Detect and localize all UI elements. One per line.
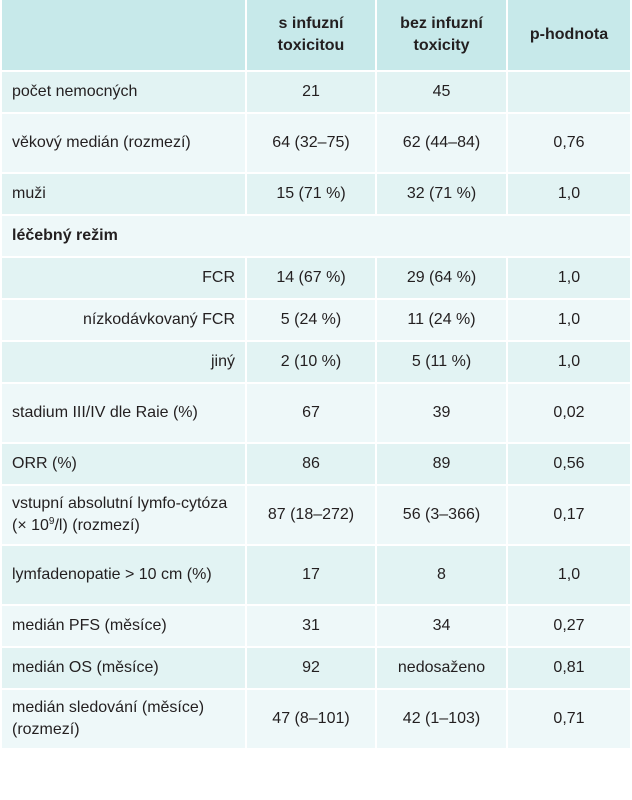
cell-with-toxicity: 21	[245, 72, 375, 112]
cell-without-toxicity: 89	[375, 444, 506, 484]
cell-without-toxicity: 45	[375, 72, 506, 112]
table-row	[2, 256, 630, 298]
cell-without-toxicity: 5 (11 %)	[375, 342, 506, 382]
section-label: léčebný režim	[2, 216, 630, 256]
row-label: počet nemocných	[2, 72, 245, 112]
cell-p-value: 1,0	[506, 546, 630, 604]
cell-p-value: 0,71	[506, 690, 630, 748]
cell-with-toxicity: 17	[245, 546, 375, 604]
header-p-value: p-hodnota	[506, 0, 630, 70]
cell-with-toxicity: 5 (24 %)	[245, 300, 375, 340]
cell-without-toxicity: 39	[375, 384, 506, 442]
table-row	[2, 112, 630, 172]
row-label: muži	[2, 174, 245, 214]
table-row	[2, 688, 630, 748]
cell-with-toxicity: 92	[245, 648, 375, 688]
row-label: medián sledování (měsíce) (rozmezí)	[2, 690, 245, 748]
row-label: jiný	[2, 342, 245, 382]
header-with-toxicity: s infuzní toxicitou	[245, 0, 375, 70]
cell-without-toxicity: 32 (71 %)	[375, 174, 506, 214]
table-row	[2, 382, 630, 442]
row-label: medián PFS (měsíce)	[2, 606, 245, 646]
cell-with-toxicity: 31	[245, 606, 375, 646]
cell-p-value: 1,0	[506, 300, 630, 340]
cell-with-toxicity: 87 (18–272)	[245, 486, 375, 544]
results-table	[2, 0, 630, 748]
row-label: věkový medián (rozmezí)	[2, 114, 245, 172]
table-row	[2, 340, 630, 382]
row-label: stadium III/IV dle Raie (%)	[2, 384, 245, 442]
table-row	[2, 442, 630, 484]
table-row	[2, 172, 630, 214]
table-row	[2, 646, 630, 688]
row-label-text: vstupní absolutní lymfo-cytóza (× 10	[12, 495, 228, 534]
cell-without-toxicity: 11 (24 %)	[375, 300, 506, 340]
superscript-exponent: 9	[48, 516, 55, 527]
row-label	[2, 486, 245, 544]
table-row	[2, 604, 630, 646]
row-label-text-suffix: /l) (rozmezí)	[54, 517, 140, 534]
cell-without-toxicity: 42 (1–103)	[375, 690, 506, 748]
cell-p-value: 0,02	[506, 384, 630, 442]
cell-p-value: 0,81	[506, 648, 630, 688]
cell-with-toxicity: 2 (10 %)	[245, 342, 375, 382]
cell-with-toxicity: 86	[245, 444, 375, 484]
cell-with-toxicity: 67	[245, 384, 375, 442]
cell-without-toxicity: 29 (64 %)	[375, 258, 506, 298]
cell-p-value: 0,76	[506, 114, 630, 172]
cell-p-value: 0,17	[506, 486, 630, 544]
header-without-toxicity: bez infuzní toxicity	[375, 0, 506, 70]
cell-without-toxicity: 8	[375, 546, 506, 604]
cell-p-value: 1,0	[506, 258, 630, 298]
cell-p-value: 1,0	[506, 174, 630, 214]
cell-p-value: 1,0	[506, 342, 630, 382]
cell-without-toxicity: nedosaženo	[375, 648, 506, 688]
table-row	[2, 484, 630, 544]
cell-p-value: 0,56	[506, 444, 630, 484]
cell-with-toxicity: 15 (71 %)	[245, 174, 375, 214]
section-row	[2, 214, 630, 256]
cell-without-toxicity: 34	[375, 606, 506, 646]
cell-p-value: 0,27	[506, 606, 630, 646]
row-label: ORR (%)	[2, 444, 245, 484]
cell-with-toxicity: 64 (32–75)	[245, 114, 375, 172]
header-empty-cell	[2, 0, 245, 70]
row-label: lymfadenopatie > 10 cm (%)	[2, 546, 245, 604]
table-row	[2, 70, 630, 112]
row-label: nízkodávkovaný FCR	[2, 300, 245, 340]
cell-without-toxicity: 62 (44–84)	[375, 114, 506, 172]
row-label: FCR	[2, 258, 245, 298]
table-row	[2, 544, 630, 604]
cell-with-toxicity: 14 (67 %)	[245, 258, 375, 298]
cell-with-toxicity: 47 (8–101)	[245, 690, 375, 748]
row-label: medián OS (měsíce)	[2, 648, 245, 688]
cell-p-value	[506, 72, 630, 112]
table-row	[2, 298, 630, 340]
cell-without-toxicity: 56 (3–366)	[375, 486, 506, 544]
table-header-row	[2, 0, 630, 70]
